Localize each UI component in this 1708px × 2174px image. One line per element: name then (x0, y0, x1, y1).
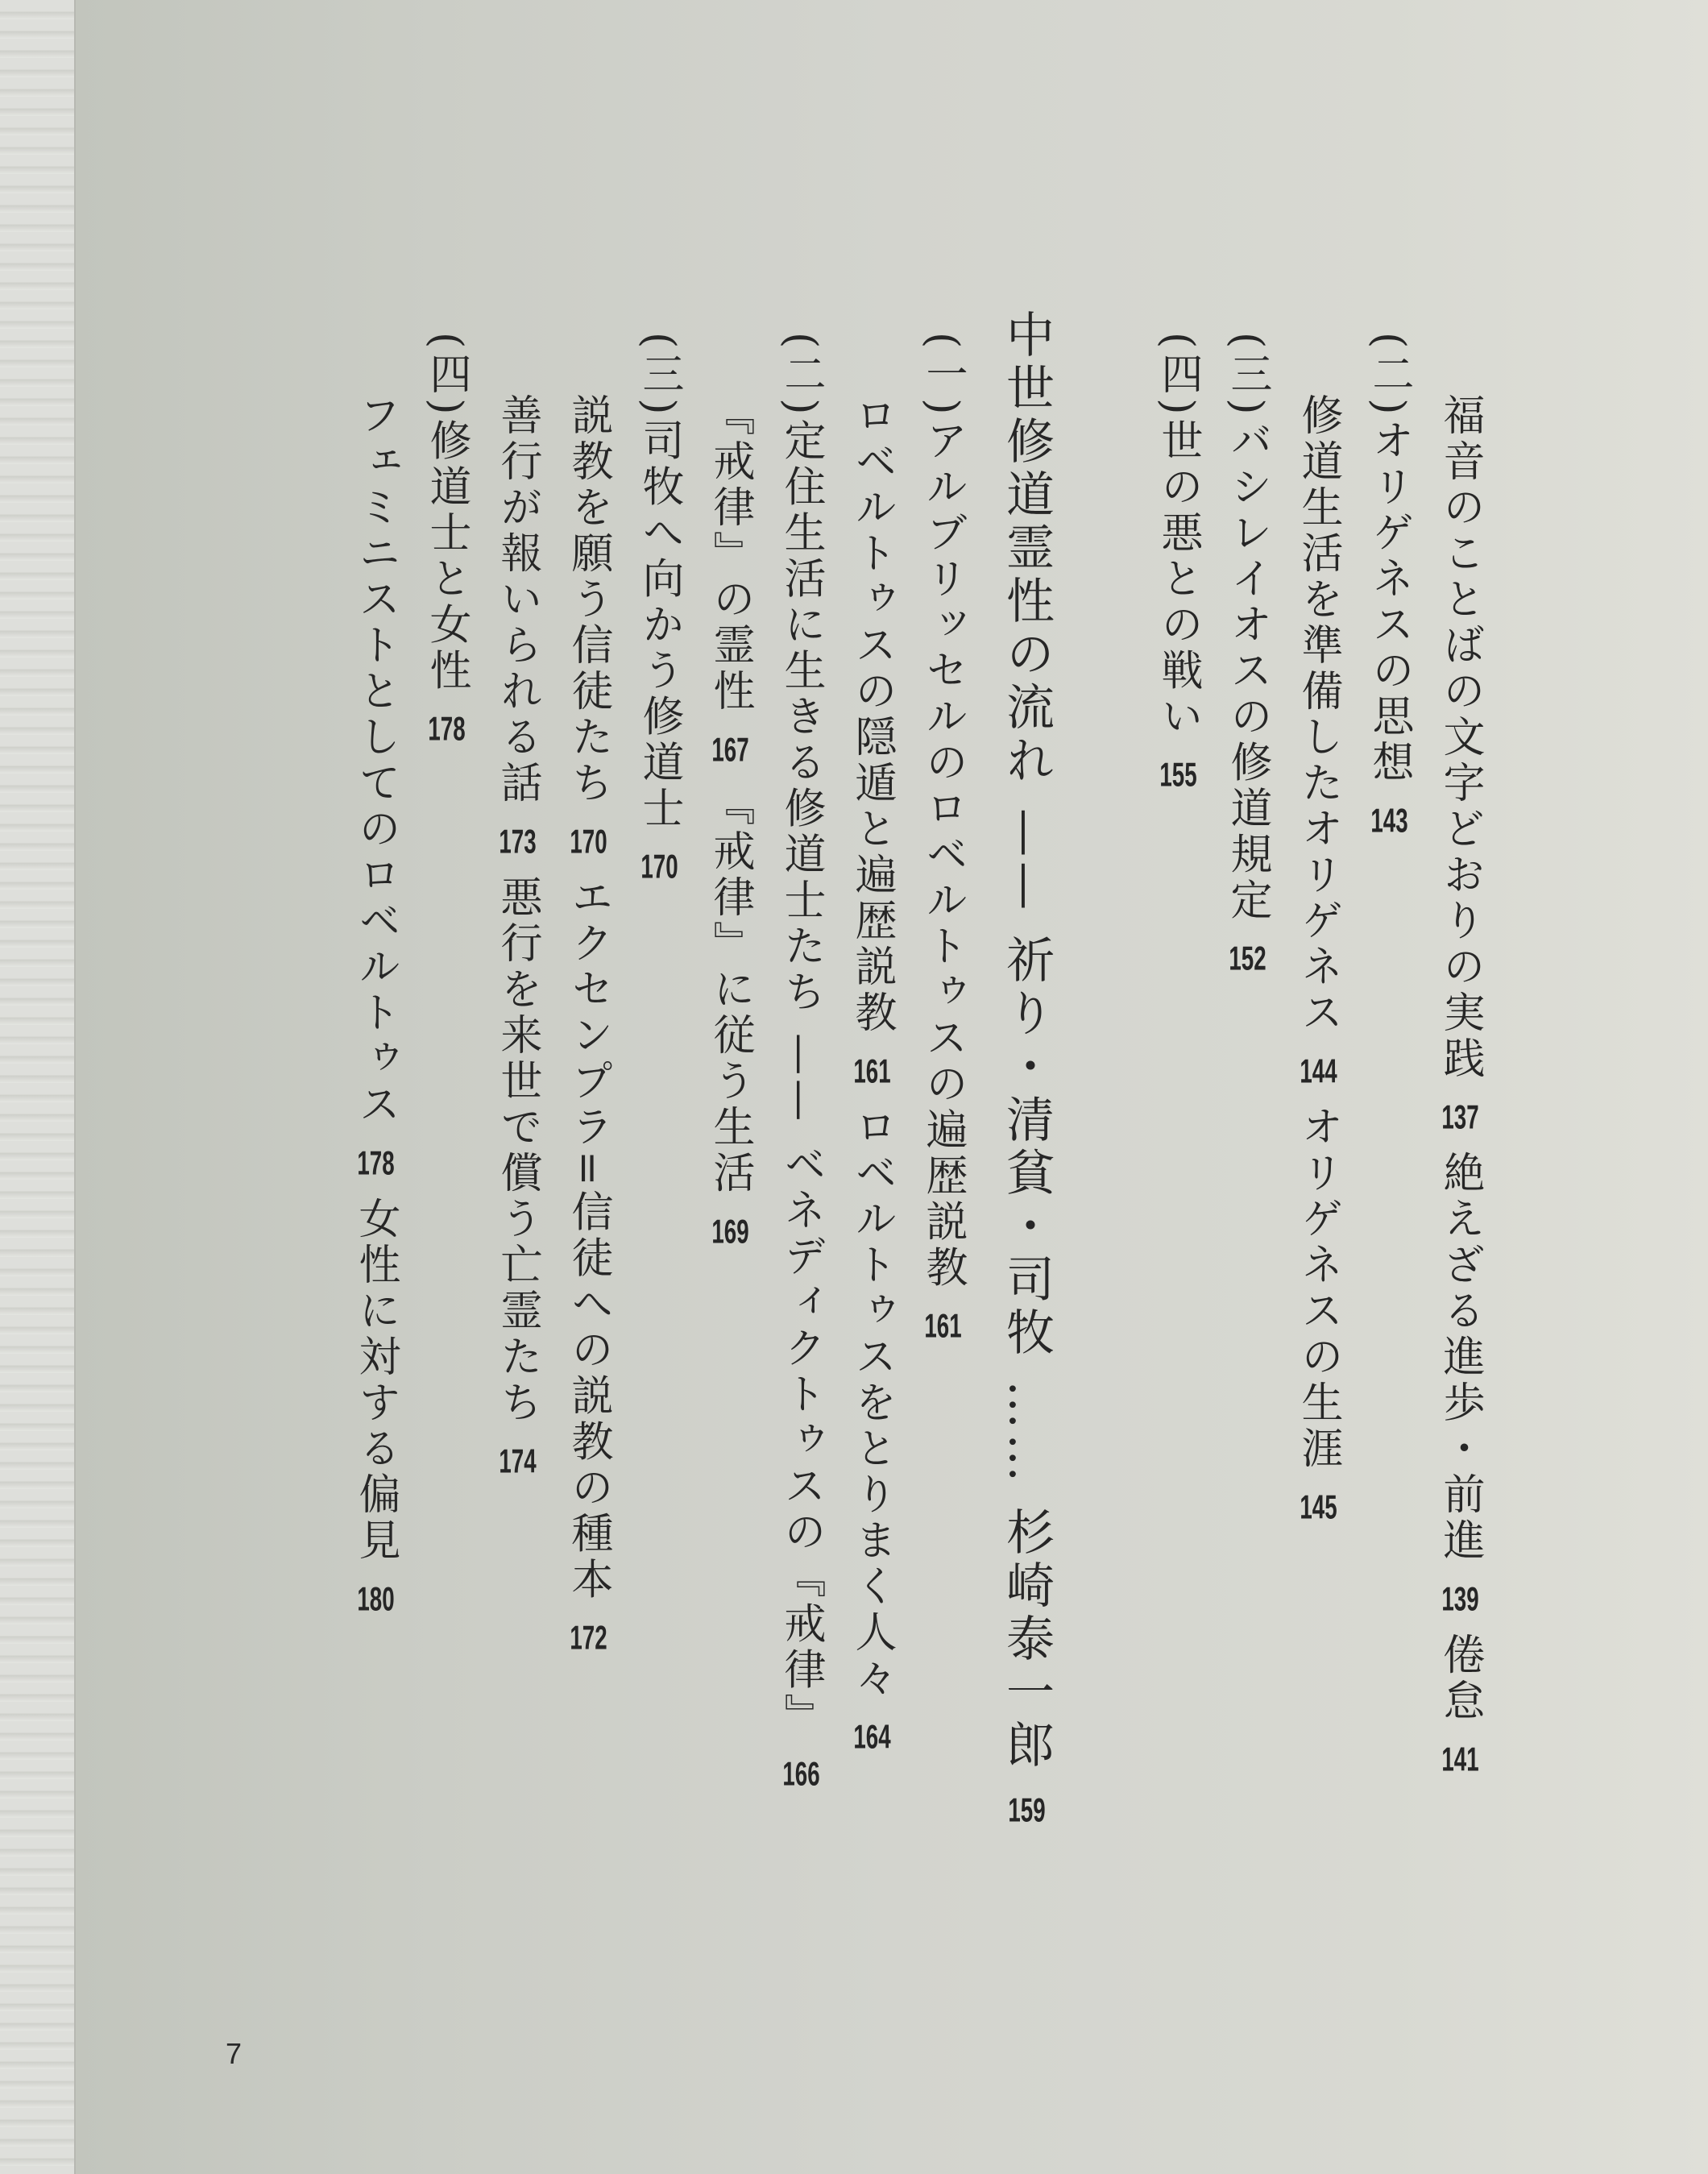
page-ref: 141 (1441, 1741, 1479, 1776)
subentry-title: 倦怠 (1436, 1633, 1484, 1725)
page-ref: 172 (570, 1620, 607, 1655)
page-ref: 173 (499, 824, 537, 858)
page-ref: 152 (1229, 941, 1266, 976)
entry-title: 善行が報いられる話 (493, 393, 541, 807)
page-ref: 164 (853, 1719, 891, 1753)
page-ref: 161 (853, 1053, 891, 1088)
adjacent-page-edge (0, 0, 76, 2174)
toc-line (422, 332, 471, 746)
page-ref: 166 (782, 1757, 820, 1791)
page-ref: 155 (1159, 757, 1197, 792)
toc-line (635, 332, 683, 884)
toc-line (1154, 332, 1202, 792)
subentry-title: 女性に対する偏見 (351, 1197, 400, 1565)
page-ref: 139 (1441, 1581, 1479, 1616)
toc-line (777, 332, 825, 1791)
page-ref: 178 (428, 712, 466, 746)
entry-title: (二)オリゲネスの思想 (1365, 332, 1413, 786)
subentry-title: 悪行を来世で償う亡霊たち (493, 875, 541, 1427)
page-ref: 178 (357, 1145, 395, 1180)
entry-title: (三)バシレイオスの修道規定 (1223, 332, 1271, 924)
page-ref: 159 (1008, 1793, 1046, 1828)
entry-title: 『戒律』の霊性 (706, 393, 754, 715)
toc-line (1365, 332, 1413, 838)
entry-title: ロベルトゥスの隠遁と遍歴説教 (848, 393, 896, 1036)
toc-section-heading (998, 309, 1055, 1828)
subentry-title: エクセンプラ=信徒への説教の種本 (564, 875, 612, 1604)
entry-title: (四)修道士と女性 (422, 332, 471, 695)
subentry-title: ロベルトゥスをとりまく人々 (848, 1105, 896, 1703)
page-ref: 170 (640, 849, 678, 884)
page-number: 7 (226, 2037, 243, 2070)
page-ref: 143 (1370, 803, 1408, 838)
toc-line (1436, 393, 1497, 1776)
page-ref: 174 (499, 1443, 537, 1478)
dot-leader: …… (998, 1380, 1055, 1487)
toc-line (351, 393, 412, 1616)
book-page (76, 0, 1708, 2174)
toc-line (1223, 332, 1271, 976)
page-ref: 137 (1441, 1099, 1479, 1134)
entry-title: (一)アルブリッセルのロベルトゥスの遍歴説教 (918, 332, 967, 1292)
entry-title: 修道生活を準備したオリゲネス (1294, 393, 1342, 1036)
page-ref: 180 (357, 1581, 395, 1616)
subentry-title: オリゲネスの生涯 (1294, 1105, 1342, 1473)
entry-title: フェミニストとしてのロベルトゥス (351, 393, 400, 1128)
page-ref: 170 (570, 824, 607, 858)
page-ref: 161 (924, 1309, 962, 1343)
toc-line (848, 393, 909, 1753)
author-name: 杉崎泰一郎 (998, 1507, 1055, 1774)
entry-title: 説教を願う信徒たち (564, 393, 612, 807)
subentry-title: 『戒律』に従う生活 (706, 783, 754, 1197)
toc-line (493, 393, 554, 1478)
section-title: 中世修道霊性の流れ —— 祈り・清貧・司牧 (998, 309, 1055, 1361)
toc-line (1294, 393, 1355, 1524)
entry-title: (二)定住生活に生きる修道士たち —— ベネディクトゥスの『戒律』 (777, 332, 825, 1740)
entry-title: (四)世の悪との戦い (1154, 332, 1202, 741)
subentry-title: 絶えざる進歩・前進 (1436, 1151, 1484, 1565)
toc-line (706, 393, 767, 1248)
toc-line (564, 393, 625, 1655)
page-ref: 145 (1300, 1489, 1337, 1524)
page-ref: 144 (1300, 1053, 1337, 1088)
page-ref: 169 (711, 1214, 749, 1248)
page-ref: 167 (711, 732, 749, 766)
entry-title: (三)司牧へ向かう修道士 (635, 332, 683, 832)
entry-title: 福音のことばの文字どおりの実践 (1436, 393, 1484, 1082)
toc-line (918, 332, 967, 1343)
